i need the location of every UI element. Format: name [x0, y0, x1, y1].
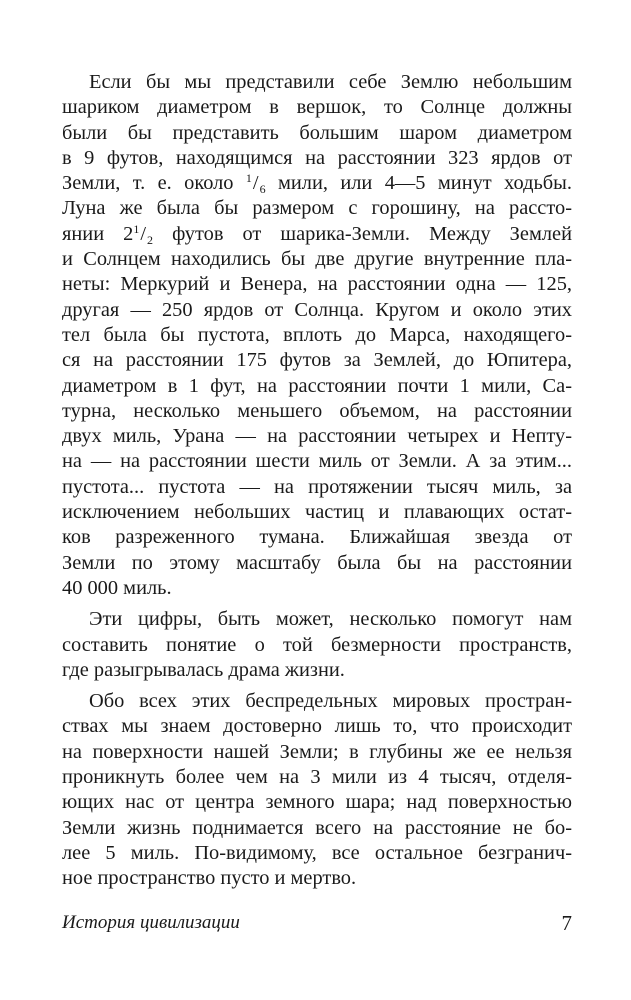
text-line: другая — 250 ярдов от Солнца. Кругом и около этих — [62, 298, 572, 321]
text-line: на поверхности нашей Земли; в глубины же ее нельзя — [62, 740, 572, 763]
paragraph-1 — [62, 70, 572, 601]
text-line: лее 5 миль. По-видимому, все остальное безгранич- — [62, 841, 572, 864]
text-line: были бы представить большим шаром диаметром — [62, 121, 572, 144]
fraction-one-sixth — [245, 171, 266, 197]
text-line: ное пространство пусто и мертво. — [62, 867, 357, 890]
text-line: составить понятие о той безмерности пространств, — [62, 633, 572, 656]
text-line: Луна же была бы размером с горошину, на рассто- — [62, 197, 572, 220]
text-fragment: мили, или 4—5 минут ходьбы. — [277, 172, 572, 195]
fraction-whole: 2 — [123, 222, 134, 245]
paragraph-3 — [62, 689, 572, 891]
page-footer — [62, 910, 572, 936]
fraction-numerator: 1 — [133, 221, 140, 236]
text-line: Земли по этому масштабу была бы на расстоянии — [62, 551, 572, 574]
text-line: ствах мы знаем достоверно лишь то, что происходит — [62, 715, 572, 738]
text-line: неты: Меркурий и Венера, на расстоянии одна — 125, — [62, 273, 572, 296]
fraction-numerator: 1 — [245, 171, 252, 186]
text-fragment: Земли, т. е. около — [62, 172, 234, 195]
text-line: 40 000 миль. — [62, 576, 172, 599]
text-line: турна, несколько меньшего объемом, на расстоянии — [62, 399, 572, 422]
text-fragment: футов от шарика-Земли. Между Землей — [172, 222, 572, 245]
text-line: Земли жизнь поднимается всего на расстояние не бо- — [62, 816, 572, 839]
text-line: исключением небольших частиц и плавающих остат- — [62, 501, 572, 524]
text-line: ся на расстоянии 175 футов за Землей, до Юпитера, — [62, 349, 572, 372]
fraction-slash: / — [140, 222, 147, 245]
text-line: где разыгрывалась драма жизни. — [62, 658, 345, 681]
text-line: на — на расстоянии шести миль от Земли. А за этим... — [62, 450, 572, 473]
text-line: двух миль, Урана — на расстоянии четырех и Непту- — [62, 425, 572, 448]
fraction-denominator: 2 — [147, 232, 154, 247]
text-line: шариком диаметром в вершок, то Солнце должны — [62, 96, 572, 119]
text-line: Если бы мы представили себе Землю небольшим — [89, 71, 572, 93]
fraction-denominator: 6 — [259, 182, 266, 197]
page-number: 7 — [561, 911, 572, 935]
text-line: и Солнцем находились бы две другие внутренние пла- — [62, 248, 572, 271]
text-fragment: янии — [62, 222, 105, 245]
text-line: ющих нас от центра земного шара; над поверхностью — [62, 791, 572, 814]
text-line: диаметром в 1 фут, на расстоянии почти 1 мили, Са- — [62, 374, 572, 397]
fraction-two-and-half — [123, 223, 153, 245]
running-title: История цивилизации — [62, 912, 240, 933]
text-line: Эти цифры, быть может, несколько помогут нам — [89, 608, 572, 631]
text-line — [62, 222, 572, 247]
text-line: в 9 футов, находящимся на расстоянии 323 ярдов от — [62, 146, 572, 169]
text-line: Обо всех этих беспредельных мировых простран- — [89, 690, 572, 713]
text-line: пустота... пустота — на протяжении тысяч миль, за — [62, 475, 572, 498]
fraction-slash: / — [252, 172, 259, 195]
text-line: проникнуть более чем на 3 мили из 4 тысяч, отделя- — [62, 766, 572, 789]
text-line — [62, 171, 572, 196]
text-line: тел была бы пустота, вплоть до Марса, находящего- — [62, 323, 572, 346]
text-line: ков разреженного тумана. Ближайшая звезда от — [62, 526, 572, 549]
body-text — [62, 70, 572, 892]
paragraph-2 — [62, 607, 572, 683]
